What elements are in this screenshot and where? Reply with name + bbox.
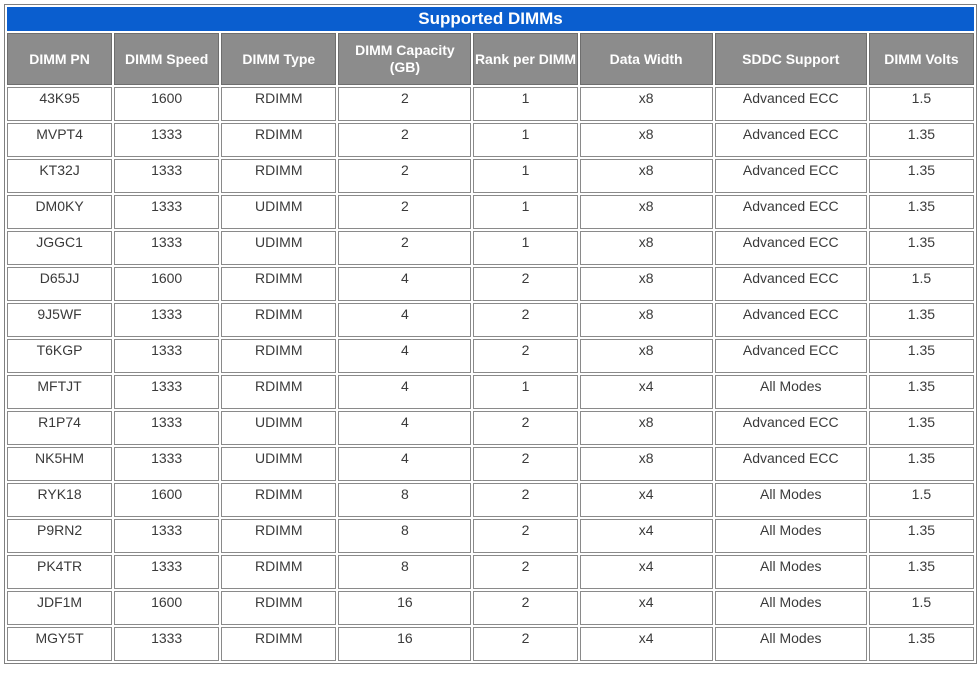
cell-dimm-type: RDIMM (221, 87, 336, 121)
table-row (7, 519, 974, 553)
cell-sddc-support: All Modes (715, 375, 867, 409)
cell-dimm-speed: 1333 (114, 519, 219, 553)
cell-dimm-capacity: 4 (338, 267, 471, 301)
cell-dimm-volts: 1.35 (869, 159, 974, 193)
cell-dimm-type: UDIMM (221, 195, 336, 229)
cell-dimm-pn: JDF1M (7, 591, 112, 625)
cell-dimm-type: RDIMM (221, 591, 336, 625)
cell-rank-per-dimm: 1 (473, 123, 577, 157)
cell-dimm-pn: RYK18 (7, 483, 112, 517)
cell-rank-per-dimm: 2 (473, 519, 577, 553)
cell-rank-per-dimm: 1 (473, 159, 577, 193)
cell-rank-per-dimm: 1 (473, 87, 577, 121)
cell-dimm-volts: 1.35 (869, 555, 974, 589)
cell-dimm-capacity: 4 (338, 411, 471, 445)
table-row (7, 483, 974, 517)
cell-dimm-volts: 1.5 (869, 483, 974, 517)
cell-sddc-support: Advanced ECC (715, 339, 867, 373)
cell-sddc-support: All Modes (715, 555, 867, 589)
column-header-dimm-volts: DIMM Volts (869, 33, 974, 85)
cell-dimm-speed: 1600 (114, 267, 219, 301)
header-row (7, 33, 974, 85)
table-row (7, 339, 974, 373)
cell-rank-per-dimm: 2 (473, 591, 577, 625)
cell-rank-per-dimm: 2 (473, 483, 577, 517)
table-title: Supported DIMMs (7, 7, 974, 31)
cell-sddc-support: Advanced ECC (715, 267, 867, 301)
column-header-sddc-support: SDDC Support (715, 33, 867, 85)
cell-dimm-speed: 1333 (114, 375, 219, 409)
cell-sddc-support: All Modes (715, 483, 867, 517)
cell-sddc-support: Advanced ECC (715, 231, 867, 265)
cell-data-width: x8 (580, 339, 713, 373)
cell-data-width: x8 (580, 87, 713, 121)
column-header-dimm-type: DIMM Type (221, 33, 336, 85)
cell-dimm-capacity: 16 (338, 627, 471, 661)
cell-dimm-volts: 1.5 (869, 591, 974, 625)
cell-dimm-pn: DM0KY (7, 195, 112, 229)
cell-dimm-speed: 1333 (114, 195, 219, 229)
cell-data-width: x8 (580, 411, 713, 445)
cell-dimm-pn: R1P74 (7, 411, 112, 445)
table-row (7, 447, 974, 481)
cell-dimm-type: RDIMM (221, 123, 336, 157)
cell-dimm-volts: 1.35 (869, 447, 974, 481)
cell-sddc-support: All Modes (715, 591, 867, 625)
cell-dimm-type: UDIMM (221, 447, 336, 481)
cell-dimm-capacity: 8 (338, 483, 471, 517)
cell-dimm-speed: 1333 (114, 159, 219, 193)
cell-sddc-support: Advanced ECC (715, 87, 867, 121)
cell-dimm-speed: 1600 (114, 591, 219, 625)
cell-dimm-volts: 1.35 (869, 195, 974, 229)
cell-data-width: x8 (580, 303, 713, 337)
cell-dimm-volts: 1.5 (869, 87, 974, 121)
table-row (7, 231, 974, 265)
column-header-dimm-speed: DIMM Speed (114, 33, 219, 85)
cell-dimm-pn: T6KGP (7, 339, 112, 373)
cell-dimm-pn: MVPT4 (7, 123, 112, 157)
cell-data-width: x8 (580, 123, 713, 157)
cell-dimm-speed: 1333 (114, 231, 219, 265)
cell-rank-per-dimm: 2 (473, 303, 577, 337)
column-header-rank-per-dimm: Rank per DIMM (473, 33, 577, 85)
cell-rank-per-dimm: 1 (473, 375, 577, 409)
cell-data-width: x4 (580, 591, 713, 625)
cell-dimm-speed: 1600 (114, 87, 219, 121)
cell-dimm-pn: 9J5WF (7, 303, 112, 337)
cell-dimm-volts: 1.35 (869, 339, 974, 373)
cell-dimm-pn: KT32J (7, 159, 112, 193)
cell-rank-per-dimm: 2 (473, 627, 577, 661)
table-row (7, 267, 974, 301)
cell-dimm-type: UDIMM (221, 231, 336, 265)
cell-dimm-speed: 1333 (114, 555, 219, 589)
cell-dimm-pn: PK4TR (7, 555, 112, 589)
table-row (7, 591, 974, 625)
cell-dimm-capacity: 8 (338, 555, 471, 589)
column-header-data-width: Data Width (580, 33, 713, 85)
cell-dimm-pn: MFTJT (7, 375, 112, 409)
cell-dimm-pn: JGGC1 (7, 231, 112, 265)
cell-dimm-pn: 43K95 (7, 87, 112, 121)
cell-sddc-support: All Modes (715, 627, 867, 661)
cell-rank-per-dimm: 2 (473, 267, 577, 301)
table-row (7, 159, 974, 193)
column-header-dimm-pn: DIMM PN (7, 33, 112, 85)
cell-sddc-support: Advanced ECC (715, 303, 867, 337)
cell-dimm-type: UDIMM (221, 411, 336, 445)
table-row (7, 555, 974, 589)
cell-dimm-speed: 1600 (114, 483, 219, 517)
cell-rank-per-dimm: 2 (473, 411, 577, 445)
cell-data-width: x4 (580, 519, 713, 553)
cell-dimm-speed: 1333 (114, 339, 219, 373)
cell-dimm-type: RDIMM (221, 555, 336, 589)
cell-sddc-support: Advanced ECC (715, 195, 867, 229)
cell-rank-per-dimm: 2 (473, 447, 577, 481)
cell-data-width: x4 (580, 483, 713, 517)
cell-data-width: x8 (580, 195, 713, 229)
table-row (7, 87, 974, 121)
cell-dimm-type: RDIMM (221, 339, 336, 373)
cell-data-width: x8 (580, 231, 713, 265)
cell-dimm-volts: 1.35 (869, 303, 974, 337)
cell-dimm-speed: 1333 (114, 627, 219, 661)
cell-dimm-type: RDIMM (221, 519, 336, 553)
cell-dimm-pn: NK5HM (7, 447, 112, 481)
supported-dimms-table (4, 4, 977, 664)
cell-dimm-capacity: 16 (338, 591, 471, 625)
cell-dimm-speed: 1333 (114, 447, 219, 481)
cell-data-width: x8 (580, 267, 713, 301)
cell-dimm-speed: 1333 (114, 123, 219, 157)
cell-dimm-volts: 1.35 (869, 375, 974, 409)
table-row (7, 411, 974, 445)
cell-rank-per-dimm: 1 (473, 231, 577, 265)
cell-dimm-capacity: 8 (338, 519, 471, 553)
cell-data-width: x4 (580, 375, 713, 409)
cell-dimm-volts: 1.35 (869, 231, 974, 265)
cell-sddc-support: Advanced ECC (715, 411, 867, 445)
cell-sddc-support: Advanced ECC (715, 159, 867, 193)
cell-dimm-volts: 1.35 (869, 519, 974, 553)
cell-dimm-pn: MGY5T (7, 627, 112, 661)
cell-data-width: x4 (580, 627, 713, 661)
cell-dimm-capacity: 4 (338, 339, 471, 373)
cell-dimm-volts: 1.35 (869, 123, 974, 157)
cell-dimm-capacity: 2 (338, 159, 471, 193)
column-header-dimm-capacity: DIMM Capacity (GB) (338, 33, 471, 85)
cell-dimm-pn: D65JJ (7, 267, 112, 301)
cell-sddc-support: Advanced ECC (715, 447, 867, 481)
cell-rank-per-dimm: 1 (473, 195, 577, 229)
cell-dimm-pn: P9RN2 (7, 519, 112, 553)
cell-dimm-speed: 1333 (114, 303, 219, 337)
cell-rank-per-dimm: 2 (473, 339, 577, 373)
table-row (7, 123, 974, 157)
cell-dimm-capacity: 4 (338, 447, 471, 481)
cell-dimm-volts: 1.35 (869, 627, 974, 661)
cell-dimm-type: RDIMM (221, 375, 336, 409)
cell-dimm-volts: 1.35 (869, 411, 974, 445)
table-row (7, 375, 974, 409)
cell-data-width: x8 (580, 447, 713, 481)
cell-dimm-capacity: 2 (338, 195, 471, 229)
table-row (7, 195, 974, 229)
cell-dimm-capacity: 2 (338, 231, 471, 265)
cell-sddc-support: Advanced ECC (715, 123, 867, 157)
cell-dimm-volts: 1.5 (869, 267, 974, 301)
cell-dimm-type: RDIMM (221, 159, 336, 193)
cell-dimm-capacity: 4 (338, 375, 471, 409)
table-body (7, 87, 974, 661)
cell-data-width: x4 (580, 555, 713, 589)
table-row (7, 627, 974, 661)
cell-dimm-capacity: 2 (338, 123, 471, 157)
cell-dimm-capacity: 4 (338, 303, 471, 337)
cell-sddc-support: All Modes (715, 519, 867, 553)
cell-dimm-type: RDIMM (221, 627, 336, 661)
cell-dimm-type: RDIMM (221, 303, 336, 337)
table-row (7, 303, 974, 337)
title-row (7, 7, 974, 31)
cell-data-width: x8 (580, 159, 713, 193)
cell-dimm-speed: 1333 (114, 411, 219, 445)
cell-dimm-type: RDIMM (221, 267, 336, 301)
cell-dimm-type: RDIMM (221, 483, 336, 517)
cell-rank-per-dimm: 2 (473, 555, 577, 589)
cell-dimm-capacity: 2 (338, 87, 471, 121)
